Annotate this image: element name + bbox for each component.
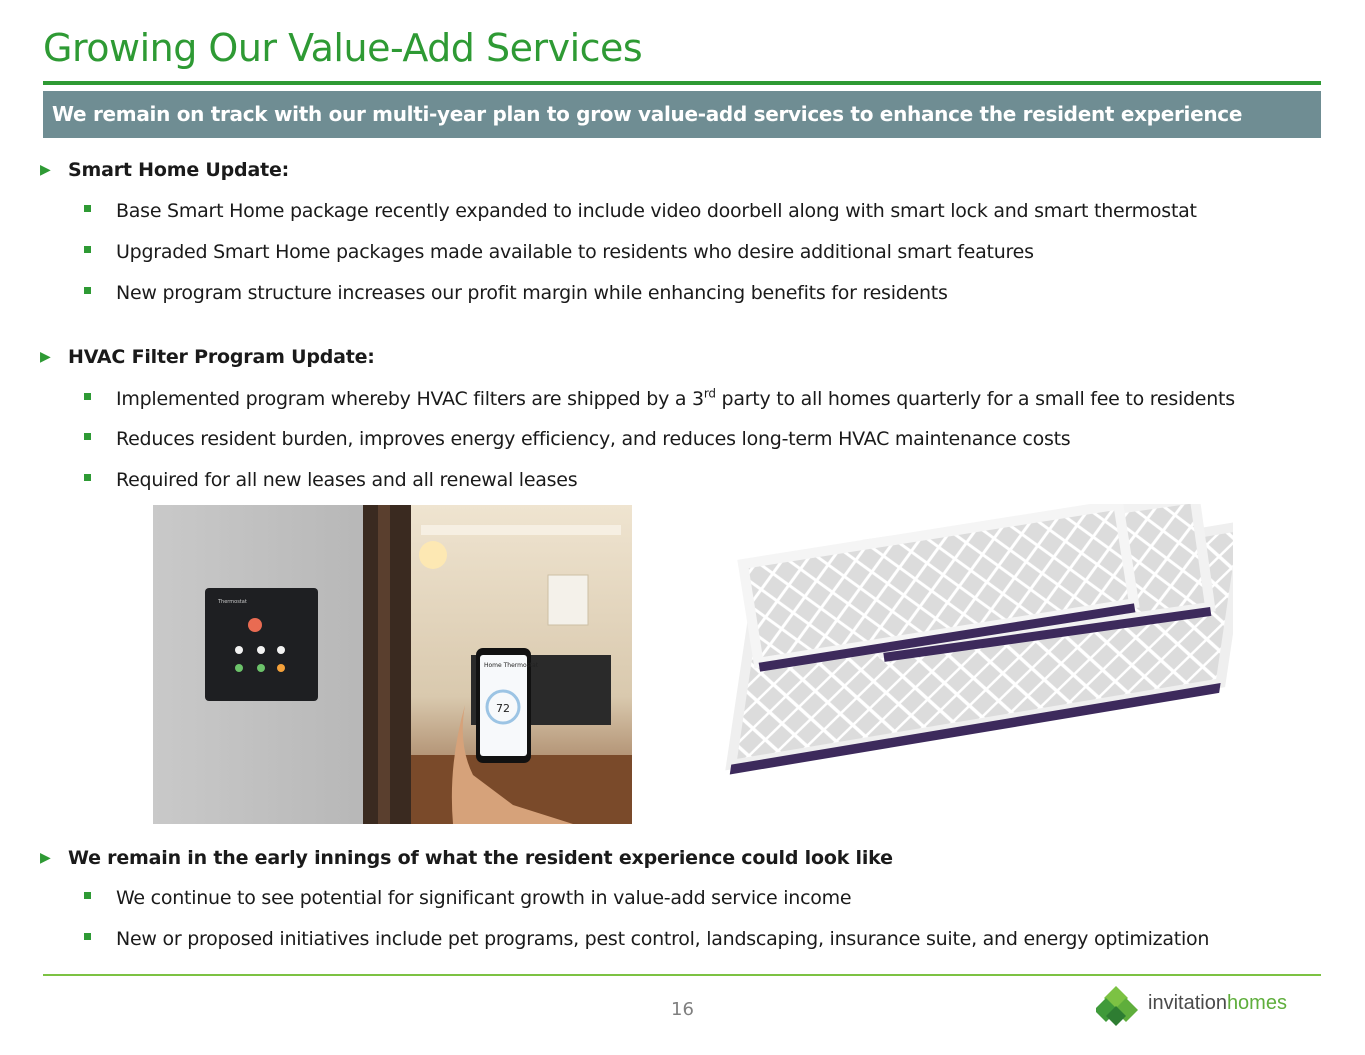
list-item-text: Base Smart Home package recently expanded to include video doorbell along with smart lock and smart thermostat	[116, 200, 1197, 222]
list-item	[84, 887, 851, 909]
logo-diamond-icon	[1096, 984, 1142, 1028]
list-item-text: We continue to see potential for significant growth in value-add service income	[116, 887, 852, 909]
slide-title: Growing Our Value-Add Services	[43, 26, 643, 70]
svg-text:Thermostat: Thermostat	[218, 599, 247, 605]
triangle-bullet-icon: ▶	[40, 850, 51, 866]
square-bullet-icon	[84, 393, 91, 400]
logo-wordmark: invitationhomes	[1148, 992, 1287, 1014]
list-item	[84, 387, 1235, 410]
list-item-text: New or proposed initiatives include pet programs, pest control, landscaping, insurance suite, and energy optimization	[116, 928, 1210, 950]
triangle-bullet-icon: ▶	[40, 349, 51, 365]
smart-home-photo	[153, 505, 632, 824]
hvac-filter-photo	[708, 504, 1233, 806]
section-heading-early-innings	[40, 847, 893, 869]
title-underline	[43, 81, 1321, 85]
section-heading-hvac	[40, 346, 375, 368]
section-heading-smart-home	[40, 159, 289, 181]
footer-divider	[43, 974, 1321, 976]
invitation-homes-logo	[1096, 984, 1326, 1028]
list-item-text: Reduces resident burden, improves energy efficiency, and reduces long-term HVAC maintenance costs	[116, 428, 1071, 450]
list-item	[84, 282, 948, 304]
section-heading-label: Smart Home Update:	[68, 159, 290, 181]
list-item-text: New program structure increases our profit margin while enhancing benefits for residents	[116, 282, 948, 304]
square-bullet-icon	[84, 892, 91, 899]
list-item	[84, 428, 1070, 450]
square-bullet-icon	[84, 246, 91, 253]
list-item	[84, 241, 1034, 263]
page-number: 16	[671, 999, 694, 1020]
list-item	[84, 469, 577, 491]
square-bullet-icon	[84, 474, 91, 481]
list-item-text: Required for all new leases and all renewal leases	[116, 469, 578, 491]
list-item	[84, 928, 1209, 950]
list-item-text: Upgraded Smart Home packages made available to residents who desire additional smart features	[116, 241, 1034, 263]
list-item-text: Implemented program whereby HVAC filters are shipped by a 3rd party to all homes quarterly for a small fee to residents	[116, 387, 1235, 411]
square-bullet-icon	[84, 287, 91, 294]
square-bullet-icon	[84, 433, 91, 440]
triangle-bullet-icon: ▶	[40, 162, 51, 178]
phone-app-title: Home Thermostat	[484, 662, 539, 669]
square-bullet-icon	[84, 205, 91, 212]
square-bullet-icon	[84, 933, 91, 940]
section-heading-label: We remain in the early innings of what the resident experience could look like	[68, 847, 893, 869]
subtitle-banner: We remain on track with our multi-year plan to grow value-add services to enhance the resident experience	[43, 91, 1321, 138]
section-heading-label: HVAC Filter Program Update:	[68, 346, 375, 368]
list-item	[84, 200, 1197, 222]
phone-temp-readout: 72	[496, 702, 510, 715]
